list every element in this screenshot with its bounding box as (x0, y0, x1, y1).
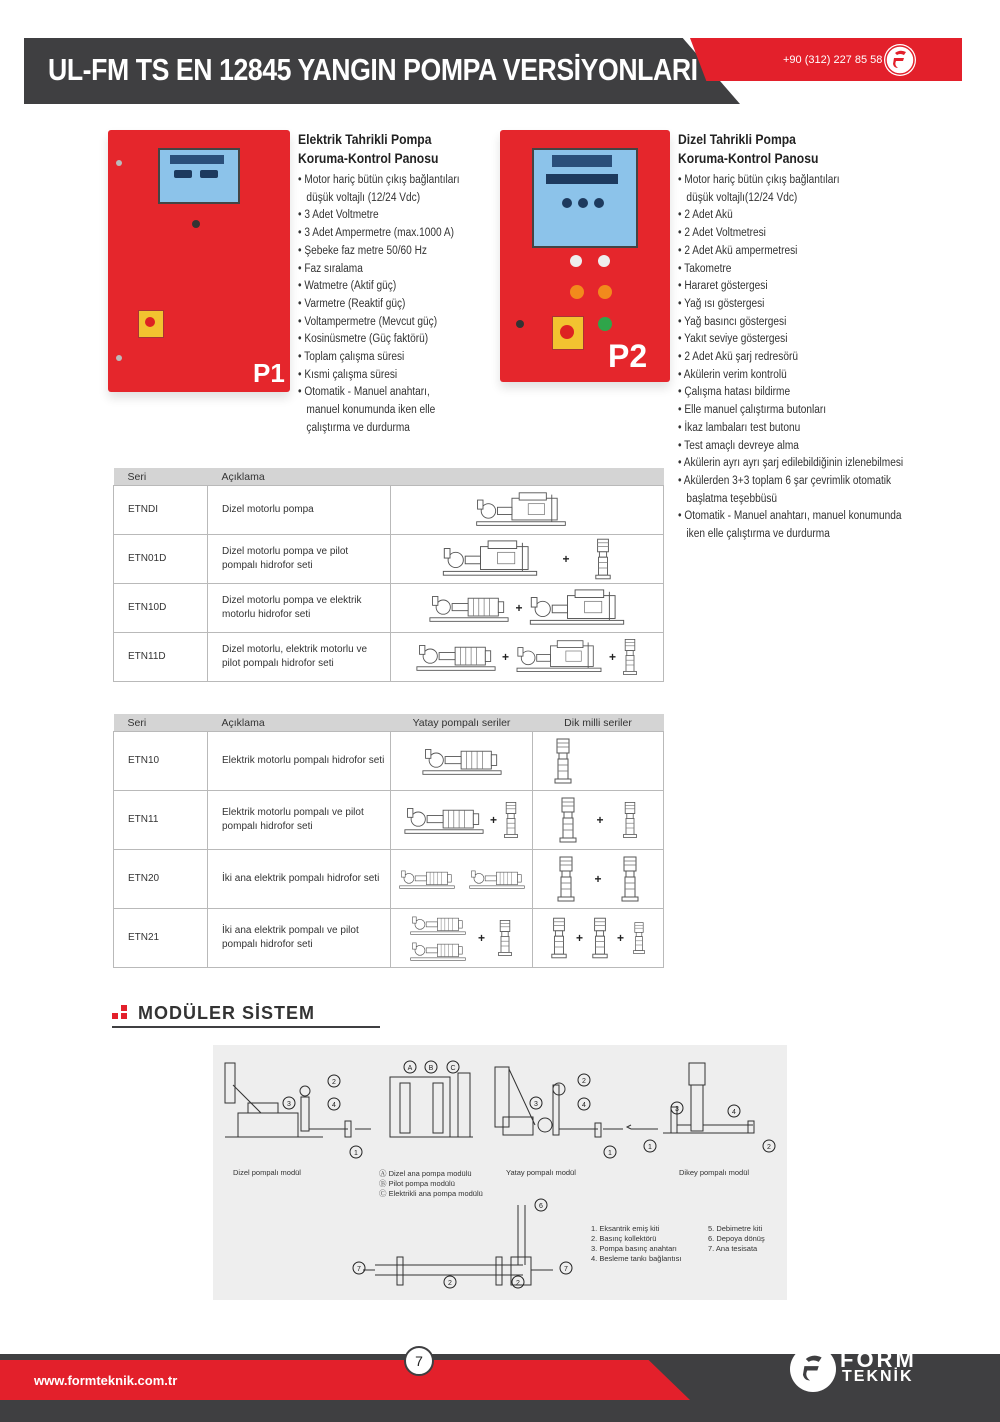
row-image (391, 535, 664, 584)
legend-left (591, 1224, 681, 1264)
row-seri: ETN21 (114, 909, 208, 968)
electric-pump-icon (429, 592, 509, 624)
panel2-title-line2: Koruma-Kontrol Panosu (678, 151, 819, 166)
feature-item: çalıştırma ve durdurma (298, 421, 410, 434)
electric-pump-icon (410, 940, 466, 962)
row-horizontal-image (391, 732, 533, 791)
row-desc: İki ana elektrik pompalı ve pilot pompalı hidrofor seti (208, 909, 391, 968)
marker-7: 7 (564, 1266, 568, 1273)
legend-item: 4. Besleme tankı bağlantısı (591, 1254, 682, 1263)
caption-vertical-module: Dikey pompalı modül (679, 1168, 750, 1177)
caption-module-b: Ⓑ Pilot pompa modülü (379, 1179, 455, 1188)
caption-horizontal-module: Yatay pompalı modül (506, 1168, 576, 1177)
feature-item: • Yağ basıncı göstergesi (678, 315, 787, 328)
vertical-pump-icon (622, 637, 638, 677)
vertical-pump-icon (620, 854, 640, 904)
vertical-pump-icon (497, 918, 513, 958)
website-link[interactable]: www.formteknik.com.tr (34, 1373, 178, 1388)
caption-diesel-module: Dizel pompalı modül (233, 1168, 301, 1177)
row-desc: Dizel motorlu pompa (208, 486, 391, 535)
row-seri: ETN01D (114, 535, 208, 584)
feature-item: iken elle çalıştırma ve durdurma (678, 528, 830, 541)
feature-item: • Çalışma hatası bildirme (678, 386, 791, 399)
feature-item: • Voltampermetre (Mevcut güç) (298, 315, 438, 328)
marker-3: 3 (675, 1106, 679, 1113)
modular-system-diagram (213, 1045, 787, 1300)
feature-item: • İkaz lambaları test butonu (678, 421, 801, 434)
row-seri: ETN11 (114, 791, 208, 850)
panel-label-p2: P2 (608, 338, 648, 374)
col-header-vertical: Dik milli seriler (533, 714, 664, 732)
marker-3: 3 (287, 1101, 291, 1108)
row-desc: Elektrik motorlu pompalı ve pilot pompalı hidrofor seti (208, 791, 391, 850)
section-title: MODÜLER SİSTEM (138, 1003, 316, 1023)
page-title: UL-FM TS EN 12845 YANGIN POMPA VERSİYONLARI (48, 52, 698, 87)
feature-item: • Şebeke faz metre 50/60 Hz (298, 244, 427, 257)
row-seri: ETN10 (114, 732, 208, 791)
table-row (114, 850, 664, 909)
table-row (114, 584, 664, 633)
feature-item: • Yakıt seviye göstergesi (678, 333, 788, 346)
plus-sign: + (575, 931, 583, 945)
feature-item: • 2 Adet Akü şarj redresörü (678, 351, 798, 364)
feature-item: • Motor hariç bütün çıkış bağlantıları (678, 174, 840, 186)
marker-4: 4 (332, 1102, 336, 1109)
col-header-aciklama: Açıklama (208, 468, 391, 486)
row-desc: Dizel motorlu pompa ve elektrik motorlu hidrofor seti (208, 584, 391, 633)
row-seri: ETN20 (114, 850, 208, 909)
feature-item: • Kısmi çalışma süresi (298, 368, 398, 381)
legend-item: 6. Depoya dönüş (708, 1234, 765, 1243)
marker-2: 2 (332, 1079, 336, 1086)
plus-sign: + (501, 650, 509, 664)
electric-pump-icon (399, 867, 455, 891)
marker-a: A (407, 1065, 413, 1072)
marker-1: 1 (648, 1144, 652, 1151)
feature-item: başlatma teşebbüsü (678, 492, 778, 505)
feature-item: • Varmetre (Reaktif güç) (298, 297, 406, 310)
row-desc: Elektrik motorlu pompalı hidrofor seti (208, 732, 391, 791)
feature-item: manuel konumunda iken elle (298, 404, 436, 417)
panel1-title-line1: Elektrik Tahrikli Pompa (298, 132, 432, 147)
section-squares-icon (112, 1005, 130, 1021)
feature-item: • 2 Adet Voltmetresi (678, 227, 766, 240)
feature-item: • Takometre (678, 262, 732, 275)
table-row (114, 486, 664, 535)
feature-item: • Elle manuel çalıştırma butonları (678, 404, 827, 417)
section-underline (112, 1026, 380, 1028)
vertical-pump-icon (632, 919, 646, 957)
electric-pump-icon (422, 745, 502, 777)
marker-2: 2 (767, 1144, 771, 1151)
page-number: 7 (404, 1346, 434, 1376)
row-image (391, 633, 664, 682)
vertical-pump-icon (622, 800, 638, 840)
row-seri: ETN10D (114, 584, 208, 633)
feature-item: • Faz sıralama (298, 262, 363, 275)
col-header-aciklama: Açıklama (208, 714, 391, 732)
feature-item: • Otomatik - Manuel anahtarı, (298, 386, 430, 399)
electric-series-table (113, 714, 664, 968)
marker-c: C (450, 1065, 456, 1072)
brand-name-form: FORM (840, 1347, 917, 1372)
brand-name-teknik: TEKNİK (842, 1368, 914, 1385)
brand-logo-icon (884, 44, 916, 76)
row-image (391, 486, 664, 535)
feature-item: • Kosinüsmetre (Güç faktörü) (298, 333, 429, 346)
plus-sign: + (596, 813, 604, 827)
feature-item: • Akülerin ayrı ayrı şarj edilebildiğinin izlenebilmesi (678, 457, 904, 470)
panel-label-p1: P1 (253, 358, 285, 388)
row-seri: ETNDI (114, 486, 208, 535)
legend-right (708, 1224, 765, 1254)
plus-sign: + (562, 552, 570, 566)
plus-sign: + (477, 931, 485, 945)
panel2-title-line1: Dizel Tahrikli Pompa (678, 132, 796, 147)
feature-item: düşük voltajlı(12/24 Vdc) (678, 191, 798, 204)
col-header-seri: Seri (114, 714, 208, 732)
row-seri: ETN11D (114, 633, 208, 682)
vertical-pump-icon (558, 795, 578, 845)
diesel-control-panel-image (500, 130, 670, 382)
row-desc: Dizel motorlu, elektrik motorlu ve pilot pompalı hidrofor seti (208, 633, 391, 682)
row-vertical-image (533, 732, 664, 791)
marker-1: 1 (354, 1150, 358, 1157)
caption-module-a: Ⓐ Dizel ana pompa modülü (379, 1169, 472, 1178)
feature-item: • 3 Adet Voltmetre (298, 209, 379, 222)
feature-item: • Hararet göstergesi (678, 280, 768, 293)
feature-item: • Akülerin verim kontrolü (678, 368, 787, 381)
marker-1: 1 (608, 1150, 612, 1157)
legend-item: 3. Pompa basınç anahtarı (591, 1244, 677, 1253)
diesel-pump-icon (475, 491, 567, 529)
diesel-series-table (113, 468, 664, 682)
vertical-pump-icon (553, 736, 573, 786)
feature-item: düşük voltajlı (12/24 Vdc) (298, 191, 421, 204)
row-vertical-image (533, 791, 664, 850)
marker-2: 2 (448, 1280, 452, 1287)
row-desc: Dizel motorlu pompa ve pilot pompalı hidrofor seti (208, 535, 391, 584)
vertical-pump-icon (503, 801, 519, 839)
row-image (391, 584, 664, 633)
vertical-pump-icon (594, 538, 612, 580)
vertical-pump-icon (550, 914, 568, 962)
row-vertical-image (533, 909, 664, 968)
panel2-title (678, 130, 818, 168)
marker-6: 6 (539, 1203, 543, 1210)
feature-item: • 3 Adet Ampermetre (max.1000 A) (298, 227, 454, 240)
diesel-pump-icon (442, 539, 538, 579)
feature-item: • 2 Adet Akü ampermetresi (678, 244, 798, 257)
marker-3: 3 (534, 1101, 538, 1108)
electric-pump-icon (416, 641, 496, 673)
legend-item: 2. Basınç kollektörü (591, 1234, 657, 1243)
phone-number: +90 (312) 227 85 58 (783, 54, 883, 66)
diesel-pump-icon (515, 639, 603, 675)
footer-logo-icon (790, 1346, 836, 1392)
electric-pump-icon (469, 867, 525, 891)
feature-item: • Otomatik - Manuel anahtarı, manuel konumunda (678, 510, 902, 523)
panel1-title-line2: Koruma-Kontrol Panosu (298, 151, 439, 166)
feature-item: • Yağ ısı göstergesi (678, 297, 765, 310)
table-row (114, 732, 664, 791)
plus-sign: + (489, 813, 497, 827)
feature-item: • 2 Adet Akü (678, 209, 733, 222)
row-horizontal-image (391, 791, 533, 850)
plus-sign: + (594, 872, 602, 886)
row-horizontal-image (391, 909, 533, 968)
col-header-image (391, 468, 664, 486)
marker-7: 7 (357, 1266, 361, 1273)
legend-item: 7. Ana tesisata (708, 1244, 758, 1253)
feature-item: • Motor hariç bütün çıkış bağlantıları (298, 174, 460, 186)
vertical-pump-icon (591, 914, 609, 962)
electric-pump-icon (410, 914, 466, 936)
feature-item: • Akülerden 3+3 toplam 6 şar çevrimlik otomatik (678, 474, 892, 487)
plus-sign: + (609, 650, 617, 664)
plus-sign: + (515, 601, 523, 615)
legend-item: 1. Eksantrik emiş kiti (591, 1224, 660, 1233)
electric-control-panel-image (108, 130, 290, 392)
marker-4: 4 (582, 1102, 586, 1109)
col-header-horizontal: Yatay pompalı seriler (391, 714, 533, 732)
table-row (114, 535, 664, 584)
table-row (114, 633, 664, 682)
col-header-seri: Seri (114, 468, 208, 486)
panel1-feature-list (298, 172, 460, 438)
feature-item: • Toplam çalışma süresi (298, 351, 405, 364)
marker-2: 2 (516, 1280, 520, 1287)
diesel-pump-icon (529, 588, 625, 628)
row-horizontal-image (391, 850, 533, 909)
feature-item: • Test amaçlı devreye alma (678, 439, 799, 452)
row-desc: İki ana elektrik pompalı hidrofor seti (208, 850, 391, 909)
row-vertical-image (533, 850, 664, 909)
electric-pump-icon (404, 804, 484, 836)
plus-sign: + (617, 931, 625, 945)
panel2-feature-list (678, 172, 903, 544)
feature-item: • Watmetre (Aktif güç) (298, 280, 397, 293)
vertical-pump-icon (556, 854, 576, 904)
marker-b: B (428, 1065, 434, 1072)
legend-item: 5. Debimetre kiti (708, 1224, 763, 1233)
marker-2: 2 (582, 1078, 586, 1085)
table-row (114, 791, 664, 850)
caption-module-c: Ⓒ Elektrikli ana pompa modülü (379, 1189, 483, 1198)
marker-4: 4 (732, 1109, 736, 1116)
table-row (114, 909, 664, 968)
panel1-title (298, 130, 438, 168)
